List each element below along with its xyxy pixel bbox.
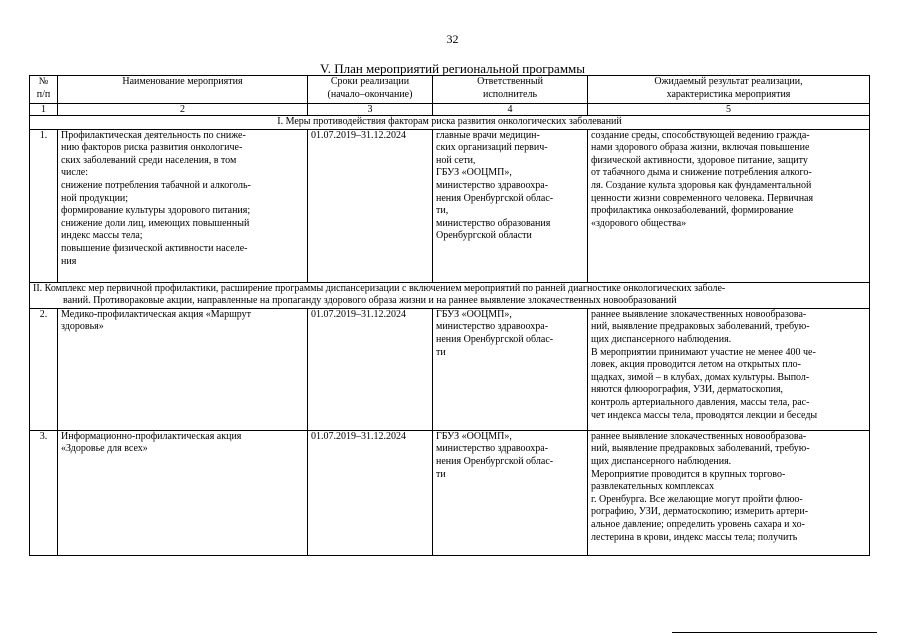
column-index: 3: [308, 104, 433, 116]
row-period: 01.07.2019–31.12.2024: [308, 129, 433, 282]
section-title: V. План мероприятий региональной программы: [319, 61, 586, 76]
section-1-title: I. Меры противодействия факторам риска развития онкологических заболеваний: [30, 116, 870, 130]
column-header-period: Сроки реализации (начало–окончание): [308, 76, 433, 104]
section-2-title-line1: II. Комплекс мер первичной профилактики, расширение программы диспансеризации с включением мероприятий по ранней диагностике онкологических заболе-: [33, 282, 726, 294]
row-result: раннее выявление злокачественных новообразова- ний, выявление предраковых заболеваний, требую- щих диспансерного наблюдения. В мероприятии принимают участие не менее 400 че- ловек, акция проводится летом на открытых пло- щадках, зимой – в клубах, домах культуры. Выпол- няются флюорография, УЗИ, дерматоскопия, контроль артериального давления, массы тела, рас- чет индекса массы тела, проводятся лекции и беседы: [588, 308, 870, 430]
row-name: Медико-профилактическая акция «Маршрут здоровья»: [58, 308, 308, 430]
row-period: 01.07.2019–31.12.2024: [308, 430, 433, 555]
header-row: [30, 76, 870, 104]
section-row: [30, 282, 870, 308]
table-row: [30, 129, 870, 282]
section-2-title: [30, 282, 870, 308]
column-header-number: № п/п: [30, 76, 58, 104]
column-index-row: [30, 104, 870, 116]
column-index: 5: [588, 104, 870, 116]
column-index: 2: [58, 104, 308, 116]
row-name: Информационно-профилактическая акция «Здоровье для всех»: [58, 430, 308, 555]
column-index: 4: [433, 104, 588, 116]
table-row: [30, 430, 870, 555]
section-2-title-line2: ваний. Противораковые акции, направленные на пропаганду здорового образа жизни и на раннее выявление злокачественных новообразований: [63, 295, 677, 307]
plan-table: [29, 75, 870, 556]
section-row: [30, 116, 870, 130]
bottom-rule: [672, 632, 877, 633]
row-number: 2.: [30, 308, 58, 430]
row-result: создание среды, способствующей ведению гражда- нами здорового образа жизни, включая повышение физической активности, здоровое питание, защиту от табачного дыма и снижение потребления алкого- ля. Создание культа здоровья как фундаментальной ценности жизни современного человека. Первичная профилактика онкозаболеваний, формирование «здорового общества»: [588, 129, 870, 282]
table-row: [30, 308, 870, 430]
row-executor: ГБУЗ «ООЦМП», министерство здравоохра- нения Оренбургской облас- ти: [433, 308, 588, 430]
row-period: 01.07.2019–31.12.2024: [308, 308, 433, 430]
row-executor: ГБУЗ «ООЦМП», министерство здравоохра- нения Оренбургской облас- ти: [433, 430, 588, 555]
column-header-name: Наименование мероприятия: [58, 76, 308, 104]
column-index: 1: [30, 104, 58, 116]
column-header-executor: Ответственный исполнитель: [433, 76, 588, 104]
row-executor: главные врачи медицин- ских организаций первич- ной сети, ГБУЗ «ООЦМП», министерство здравоохра- нения Оренбургской облас- ти, министерство образования Оренбургской области: [433, 129, 588, 282]
page-number: 32: [446, 32, 459, 46]
row-number: 3.: [30, 430, 58, 555]
row-number: 1.: [30, 129, 58, 282]
row-name: Профилактическая деятельность по сниже- нию факторов риска развития онкологиче- ских заболеваний среди населения, в том числе: снижение потребления табачной и алкоголь- ной продукции; формирование культуры здорового питания; снижение доли лиц, имеющих повышенный индекс массы тела; повышение физической активности населе- ния: [58, 129, 308, 282]
row-result: раннее выявление злокачественных новообразова- ний, выявление предраковых заболеваний, требую- щих диспансерного наблюдения. Мероприятие проводится в крупных торгово- развлекательных комплексах г. Оренбурга. Все желающие могут пройти флюо- рографию, УЗИ, дерматоскопию; измерить артери- альное давление; определить уровень сахара и хо- лестерина в крови, индекс массы тела; получить: [588, 430, 870, 555]
column-header-result: Ожидаемый результат реализации, характеристика мероприятия: [588, 76, 870, 104]
